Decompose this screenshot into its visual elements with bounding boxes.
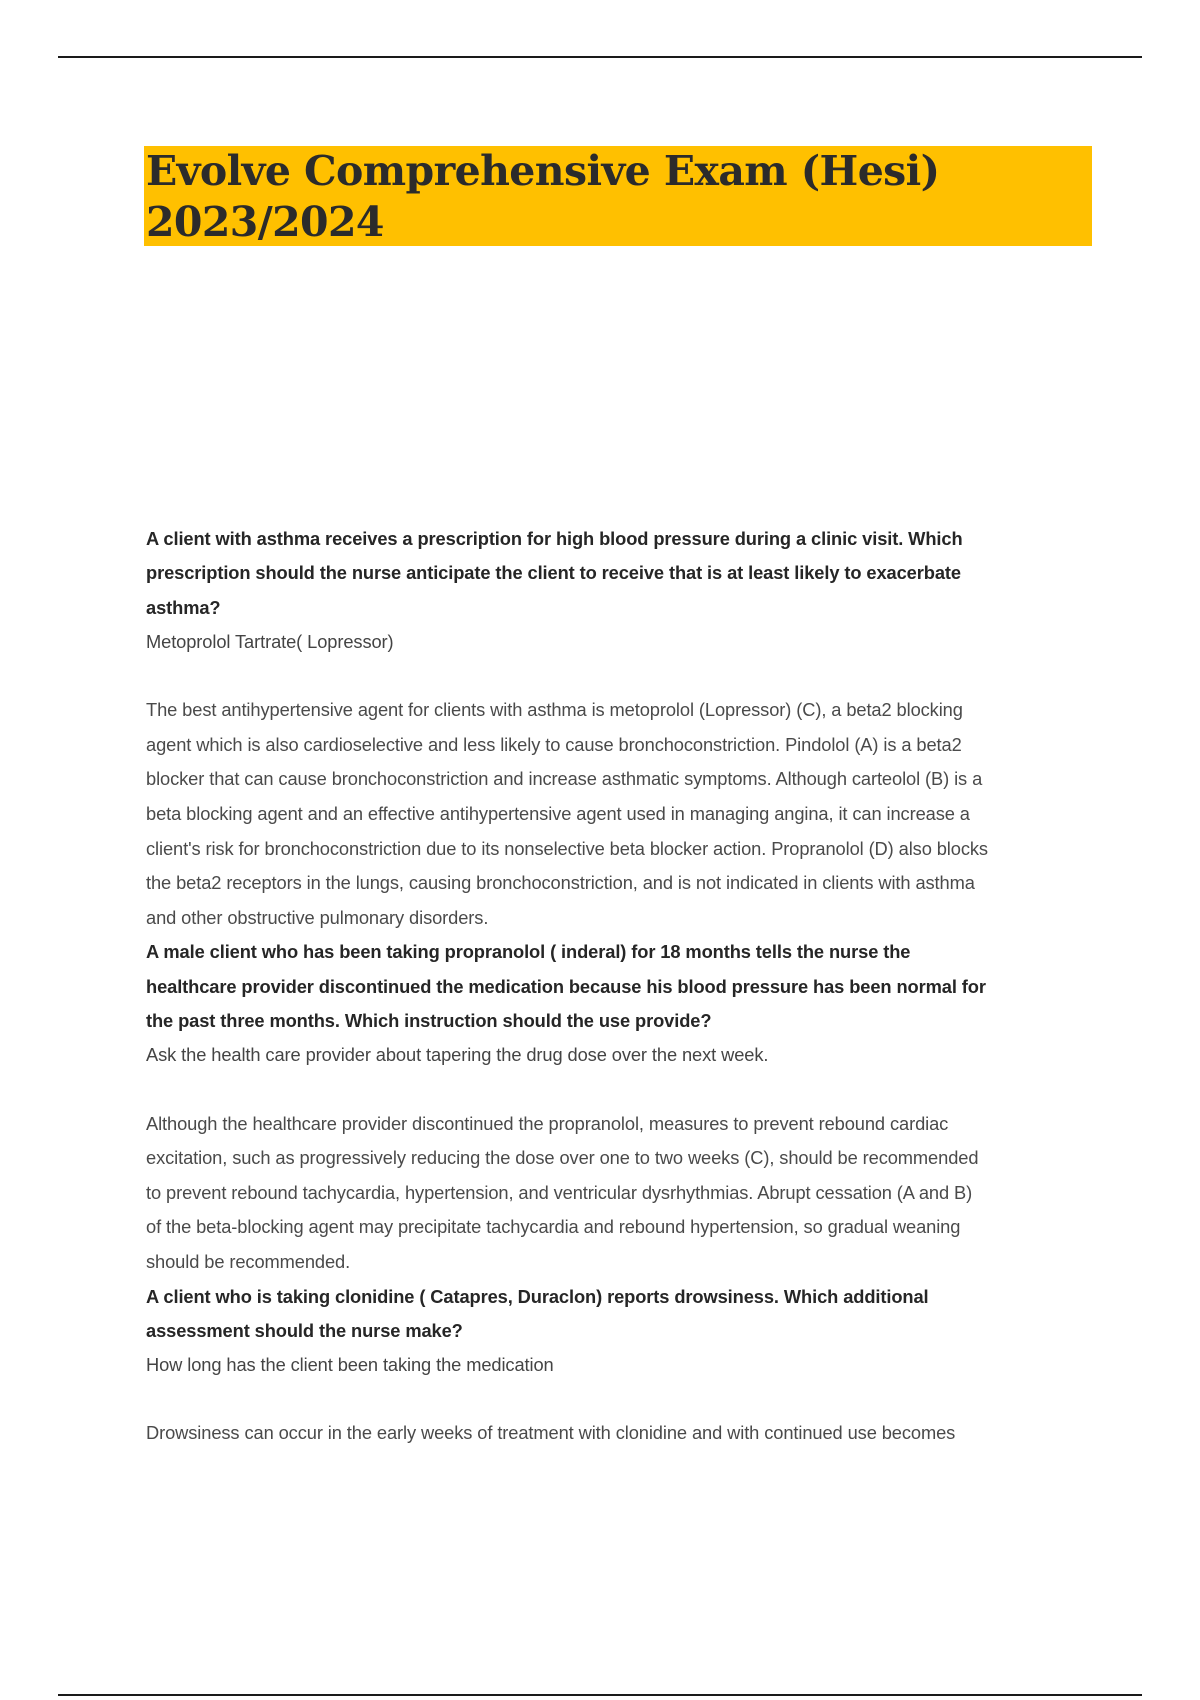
explanation-line: Although the healthcare provider discontinued the propranolol, measures to prevent rebound cardiac [146,1112,949,1134]
question-item-3 [146,1280,1096,1451]
answer-text: Ask the health care provider about tapering the drug dose over the next week. [146,1044,769,1066]
question-line: A client with asthma receives a prescription for high blood pressure during a clinic visit. Which [146,528,963,549]
explanation-line: agent which is also cardioselective and less likely to cause bronchoconstriction. Pindolol (A) is a beta2 [146,733,962,755]
spacer [146,1382,1096,1416]
explanation-line: client's risk for bronchoconstriction due to its nonselective beta blocker action. Propranolol (D) also blocks [146,837,988,859]
title-banner [144,146,1092,246]
question-item-1 [146,522,1096,935]
explanation-line: blocker that can cause bronchoconstriction and increase asthmatic symptoms. Although carteolol (B) is a [146,768,983,790]
question-line: prescription should the nurse anticipate the client to receive that is at least likely to exacerbate [146,562,961,584]
question-line: healthcare provider discontinued the medication because his blood pressure has been normal for [146,975,986,997]
question-line: A male client who has been taking propranolol ( inderal) for 18 months tells the nurse the [146,941,911,963]
question-line: assessment should the nurse make? [146,1319,463,1341]
spacer [146,1073,1096,1107]
exam-content [146,522,1096,1451]
explanation-line: Drowsiness can occur in the early weeks of treatment with clonidine and with continued use becomes [146,1422,956,1444]
question-line: asthma? [146,596,221,618]
question-item-2 [146,935,1096,1279]
answer-text: Metoprolol Tartrate( Lopressor) [146,630,394,652]
footer-rule [58,1694,1142,1696]
document-title-line-2: 2023/2024 [146,198,384,246]
explanation-line: to prevent rebound tachycardia, hypertension, and ventricular dysrhythmias. Abrupt cessation (A and B) [146,1181,973,1203]
explanation-line: of the beta-blocking agent may precipitate tachycardia and rebound hypertension, so gradual weaning [146,1216,961,1238]
explanation-line: beta blocking agent and an effective antihypertensive agent used in managing angina, it can increase a [146,802,970,824]
explanation-line: The best antihypertensive agent for clients with asthma is metoprolol (Lopressor) (C), a beta2 blocking [146,699,963,721]
document-title-line-1: Evolve Comprehensive Exam (Hesi) [146,147,940,195]
explanation-line: the beta2 receptors in the lungs, causing bronchoconstriction, and is not indicated in clients with asthma [146,872,975,894]
explanation-line: and other obstructive pulmonary disorders. [146,906,489,928]
header-rule [58,56,1142,58]
explanation-line: excitation, such as progressively reducing the dose over one to two weeks (C), should be recommended [146,1147,979,1169]
question-line: the past three months. Which instruction should the use provide? [146,1009,712,1031]
question-line: A client who is taking clonidine ( Catapres, Duraclon) reports drowsiness. Which additional [146,1285,929,1307]
answer-text: How long has the client been taking the medication [146,1354,554,1376]
explanation-line: should be recommended. [146,1250,351,1272]
spacer [146,659,1096,693]
